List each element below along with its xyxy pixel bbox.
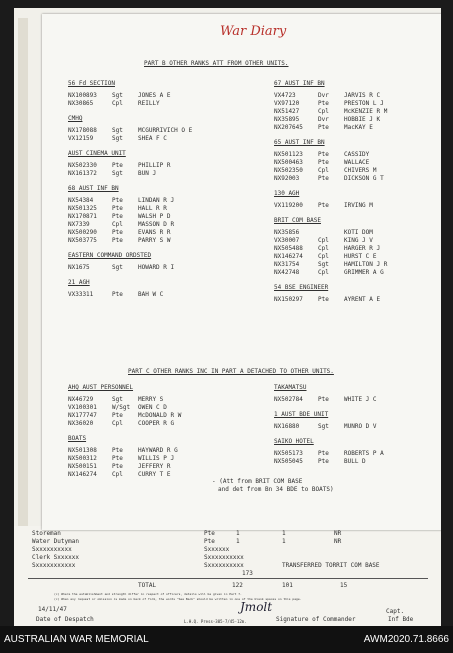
soldier-name: WALSH P D <box>138 213 171 220</box>
service-number: NX92003 <box>274 175 300 182</box>
rank: Pte <box>112 455 123 462</box>
form-cell: 1 <box>236 538 240 545</box>
service-number: VX100301 <box>68 404 97 411</box>
rank: Sgt <box>112 264 123 271</box>
service-number: NX503775 <box>68 237 97 244</box>
service-number: NX100893 <box>68 92 97 99</box>
soldier-name: KOTI DOM <box>344 229 373 236</box>
soldier-name: AYRENT A E <box>344 296 381 303</box>
soldier-name: JONES A E <box>138 92 171 99</box>
unit-heading: SAIKO HOTEL <box>274 438 314 445</box>
form-cell: TRANSFERRED TORRIT COM BASE <box>282 562 380 569</box>
unit-heading: 65 AUST INF BN <box>274 139 325 146</box>
despatch-label: Date of Despatch <box>36 616 94 623</box>
soldier-name: BULL D <box>344 458 366 465</box>
unit-heading: CMHQ <box>68 115 83 122</box>
service-number: NX7339 <box>68 221 90 228</box>
soldier-name: MCGURRIVICH O E <box>138 127 193 134</box>
service-number: NX36020 <box>68 420 94 427</box>
soldier-name: GRIMMER A G <box>344 269 384 276</box>
rank: Pte <box>318 296 329 303</box>
unit-heading: BRIT COM BASE <box>274 217 321 224</box>
unit-heading: 130 AGH <box>274 190 300 197</box>
footer-right: AWM2020.71.8666 <box>363 634 449 645</box>
soldier-name: LINDAN R J <box>138 197 175 204</box>
form-cell: NR <box>334 538 342 545</box>
rank: Pte <box>318 458 329 465</box>
soldier-name: PHILLIP R <box>138 162 171 169</box>
soldier-name: WILLIS P J <box>138 455 175 462</box>
rank: Sgt <box>112 135 123 142</box>
unit-heading: AHQ AUST PERSONNEL <box>68 384 134 391</box>
soldier-name: MASSON D R <box>138 221 175 228</box>
form-cell: 1 <box>236 530 240 537</box>
rank: Pte <box>112 197 123 204</box>
rank: Pte <box>318 450 329 457</box>
rank: Sgt <box>318 261 329 268</box>
total-value: 101 <box>282 582 293 589</box>
soldier-name: CASSIDY <box>344 151 370 158</box>
total-label: TOTAL <box>138 582 157 589</box>
rank: Pte <box>112 229 123 236</box>
soldier-name: PRESTON L J <box>344 100 384 107</box>
rank: Sgt <box>112 127 123 134</box>
form-cell: Water Dutyman <box>32 538 79 545</box>
soldier-name: HOWARD R I <box>138 264 175 271</box>
soldier-name: EVANS R R <box>138 229 171 236</box>
part-c-title: PART C OTHER RANKS INC IN PART A DETACHED TO OTHER UNITS. <box>128 368 334 375</box>
unit-heading: EASTERN COMMAND ORDSTED <box>68 252 152 259</box>
soldier-name: BAH W C <box>138 291 164 298</box>
service-number: NX500151 <box>68 463 97 470</box>
soldier-name: OWEN C D <box>138 404 167 411</box>
form-cell: Pte <box>204 530 215 537</box>
soldier-name: PARRY S W <box>138 237 171 244</box>
soldier-name: KING J V <box>344 237 373 244</box>
soldier-name: ROBERTS P A <box>344 450 384 457</box>
service-number: NX177747 <box>68 412 97 419</box>
rank: Pte <box>112 412 123 419</box>
unit-heading: 56 Fd SECTION <box>68 80 115 87</box>
service-number: NX505045 <box>274 458 303 465</box>
service-number: NX501123 <box>274 151 303 158</box>
service-number: NX501325 <box>68 205 97 212</box>
form-page <box>14 8 441 626</box>
form-cell: Storeman <box>32 530 61 537</box>
rank: Cpl <box>112 100 123 107</box>
service-number: NX500312 <box>68 455 97 462</box>
soldier-name: DICKSON G T <box>344 175 384 182</box>
service-number: VX119200 <box>274 202 303 209</box>
attached-note-2: and det from Bn 34 BDE to BOATS) <box>218 486 334 493</box>
rank: Pte <box>112 213 123 220</box>
rank: Cpl <box>318 237 329 244</box>
rank: Cpl <box>112 420 123 427</box>
attached-sheet <box>42 14 441 530</box>
rank: Pte <box>318 396 329 403</box>
unit-heading: BOATS <box>68 435 87 442</box>
despatch-date: 14/11/47 <box>38 606 67 613</box>
service-number: NX51427 <box>274 108 300 115</box>
service-number: NX502330 <box>68 162 97 169</box>
service-number: NX146274 <box>274 253 303 260</box>
rank: Pte <box>318 202 329 209</box>
service-number: NX46729 <box>68 396 94 403</box>
service-number: NX146274 <box>68 471 97 478</box>
service-number: NX35856 <box>274 229 300 236</box>
rank: W/Sgt <box>112 404 131 411</box>
service-number: NX502350 <box>274 167 303 174</box>
soldier-name: IRVING M <box>344 202 373 209</box>
soldier-name: BUN J <box>138 170 157 177</box>
rank: Cpl <box>112 221 123 228</box>
attached-note: - (Att from BRIT COM BASE <box>212 478 303 485</box>
service-number: NX500463 <box>274 159 303 166</box>
unit-heading: 68 AUST INF BN <box>68 185 119 192</box>
signature: Jmolt <box>240 600 273 614</box>
form-cell: 1 <box>282 530 286 537</box>
soldier-name: SHEA F C <box>138 135 167 142</box>
signature-label: Signature of Commander <box>276 616 356 623</box>
rank: Pte <box>318 151 329 158</box>
form-cell: Clerk Sxxxxxx <box>32 554 79 561</box>
service-number: NX170871 <box>68 213 97 220</box>
soldier-name: HAYWARD R G <box>138 447 178 454</box>
unit-heading: 21 AGH <box>68 279 90 286</box>
rank: Dvr <box>318 116 329 123</box>
soldier-name: MUNRO D V <box>344 423 377 430</box>
part-b-title: PART B OTHER RANKS ATT FROM OTHER UNITS. <box>144 60 289 67</box>
rank: Dvr <box>318 92 329 99</box>
service-number: NX501308 <box>68 447 97 454</box>
rank: Sgt <box>112 170 123 177</box>
service-number: NX16880 <box>274 423 300 430</box>
soldier-name: McDONALD R W <box>138 412 182 419</box>
service-number: NX502784 <box>274 396 303 403</box>
soldier-name: REILLY <box>138 100 160 107</box>
rank: Cpl <box>318 167 329 174</box>
underlying-form <box>14 526 441 626</box>
rank: Pte <box>112 463 123 470</box>
rank: Pte <box>112 162 123 169</box>
form-cell: 1 <box>282 538 286 545</box>
soldier-name: HARGER R J <box>344 245 381 252</box>
service-number: VX30007 <box>274 237 300 244</box>
service-number: NX150297 <box>274 296 303 303</box>
form-cell: NR <box>334 530 342 537</box>
service-number: NX35895 <box>274 116 300 123</box>
service-number: NX500290 <box>68 229 97 236</box>
total-value: 122 <box>232 582 243 589</box>
service-number: NX30865 <box>68 100 94 107</box>
rank: Pte <box>112 205 123 212</box>
unit-heading: 54 BSE ENGINEER <box>274 284 329 291</box>
soldier-name: HALL R R <box>138 205 167 212</box>
rank: Pte <box>318 159 329 166</box>
rank: Pte <box>112 237 123 244</box>
rank: Cpl <box>318 245 329 252</box>
fine-print: (c) Where the establishment and strength differ in respect of officers, details will be given in Part 7. <box>54 592 242 596</box>
rank: Cpl <box>318 253 329 260</box>
rank: Sgt <box>112 92 123 99</box>
unit-text: Inf Bde <box>388 616 414 623</box>
service-number: NX31754 <box>274 261 300 268</box>
soldier-name: JARVIS R C <box>344 92 381 99</box>
soldier-name: HOBBIE J K <box>344 116 381 123</box>
footer-left: AUSTRALIAN WAR MEMORIAL <box>4 634 149 645</box>
service-number: NX178088 <box>68 127 97 134</box>
soldier-name: WALLACE <box>344 159 370 166</box>
form-cell: Sxxxxxxxxxx <box>32 546 72 553</box>
archive-footer <box>0 626 453 653</box>
form-cell: Sxxxxxxxxxxx <box>32 562 76 569</box>
soldier-name: HAMILTON J R <box>344 261 388 268</box>
rank: Pte <box>112 291 123 298</box>
form-cell: Sxxxxxx <box>204 546 230 553</box>
service-number: VX12159 <box>68 135 94 142</box>
service-number: NX1675 <box>68 264 90 271</box>
soldier-name: COOPER R G <box>138 420 175 427</box>
service-number: VX33311 <box>68 291 94 298</box>
rank: Pte <box>318 100 329 107</box>
total-value: 15 <box>340 582 348 589</box>
rank: Cpl <box>318 108 329 115</box>
soldier-name: JEFFERY R <box>138 463 171 470</box>
total-rule <box>28 578 428 579</box>
unit-heading: 67 AUST INF BN <box>274 80 325 87</box>
fine-print: (c) When any request or omission is made on back of form, the words "See Back" should be written in one of the blank spaces on this page. <box>54 597 302 601</box>
service-number: VX4723 <box>274 92 296 99</box>
service-number: NX54384 <box>68 197 94 204</box>
print-code: L.H.Q. Press-305-7/45-12m. <box>184 619 247 624</box>
rank-text: Capt. <box>386 608 405 615</box>
soldier-name: CHIVERS M <box>344 167 377 174</box>
rank: Pte <box>112 447 123 454</box>
service-number: VX97120 <box>274 100 300 107</box>
soldier-name: HURST C E <box>344 253 377 260</box>
soldier-name: McKENZIE R M <box>344 108 388 115</box>
rank: Cpl <box>112 471 123 478</box>
total-extra: 173 <box>242 570 253 577</box>
soldier-name: MERRY S <box>138 396 164 403</box>
form-cell: Sxxxxxxxxxx <box>204 554 244 561</box>
rank: Sgt <box>112 396 123 403</box>
service-number: NX505488 <box>274 245 303 252</box>
rank: Pte <box>318 175 329 182</box>
soldier-name: MacKAY E <box>344 124 373 131</box>
war-diary-annotation: War Diary <box>220 24 287 39</box>
form-cell: Sxxxxxxxxxx <box>204 562 244 569</box>
unit-heading: 1 AUST BDE UNIT <box>274 411 329 418</box>
service-number: NX207645 <box>274 124 303 131</box>
service-number: NX42748 <box>274 269 300 276</box>
service-number: NX161372 <box>68 170 97 177</box>
service-number: NX505173 <box>274 450 303 457</box>
soldier-name: CURRY T E <box>138 471 171 478</box>
unit-heading: TAKAMATSU <box>274 384 307 391</box>
rank: Pte <box>318 124 329 131</box>
rank: Cpl <box>318 269 329 276</box>
unit-heading: AUST CINEMA UNIT <box>68 150 126 157</box>
rank: Sgt <box>318 423 329 430</box>
form-cell: Pte <box>204 538 215 545</box>
soldier-name: WHITE J C <box>344 396 377 403</box>
